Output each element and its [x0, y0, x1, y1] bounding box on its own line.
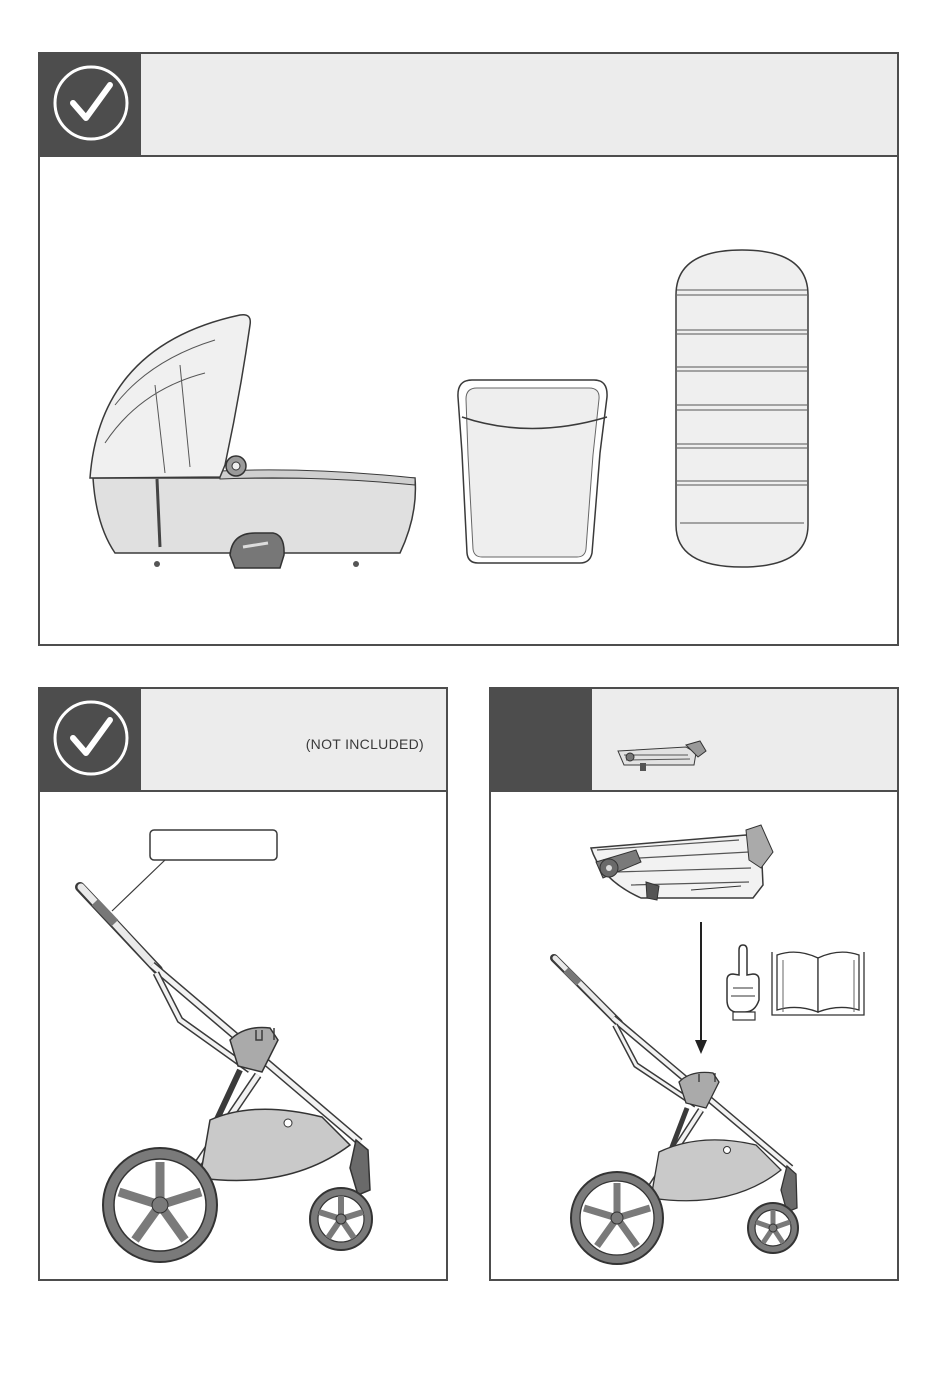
fold-attach-illustration: [491, 790, 897, 1279]
bottom-right-panel-status-box: [491, 689, 592, 790]
down-arrow-icon: [695, 922, 707, 1054]
checkmark-icon: [40, 689, 141, 790]
callout-label-box: [150, 830, 277, 860]
sleeping-bag-icon: [676, 250, 808, 567]
top-panel-body: [40, 155, 897, 644]
top-panel-status-box: [40, 54, 141, 155]
carry-cot-icon: [90, 315, 415, 568]
pointing-hand-icon: [727, 945, 759, 1020]
stroller-frame-icon: [554, 958, 798, 1264]
stroller-frame-icon: [40, 790, 446, 1279]
bottom-left-panel: [38, 687, 448, 1281]
bottom-left-panel-status-box: [40, 689, 141, 790]
top-panel-header: [40, 54, 897, 157]
top-panel: [38, 52, 899, 646]
bottom-left-panel-body: [40, 790, 446, 1279]
bottom-left-panel-header: [40, 689, 446, 792]
rear-wheel: [103, 1148, 217, 1262]
bottom-right-panel: [489, 687, 899, 1281]
open-manual-icon: [772, 952, 864, 1015]
accessory-illustrations: [40, 155, 897, 644]
checkmark-icon: [40, 54, 141, 155]
bottom-right-panel-body: [491, 790, 897, 1279]
front-wheel: [310, 1188, 372, 1250]
folded-frame-small-icon: [616, 737, 716, 777]
folded-frame-icon: [591, 825, 773, 900]
footmuff-icon: [458, 380, 607, 563]
bottom-right-panel-header: [491, 689, 897, 792]
not-included-note: (NOT INCLUDED): [305, 736, 424, 752]
